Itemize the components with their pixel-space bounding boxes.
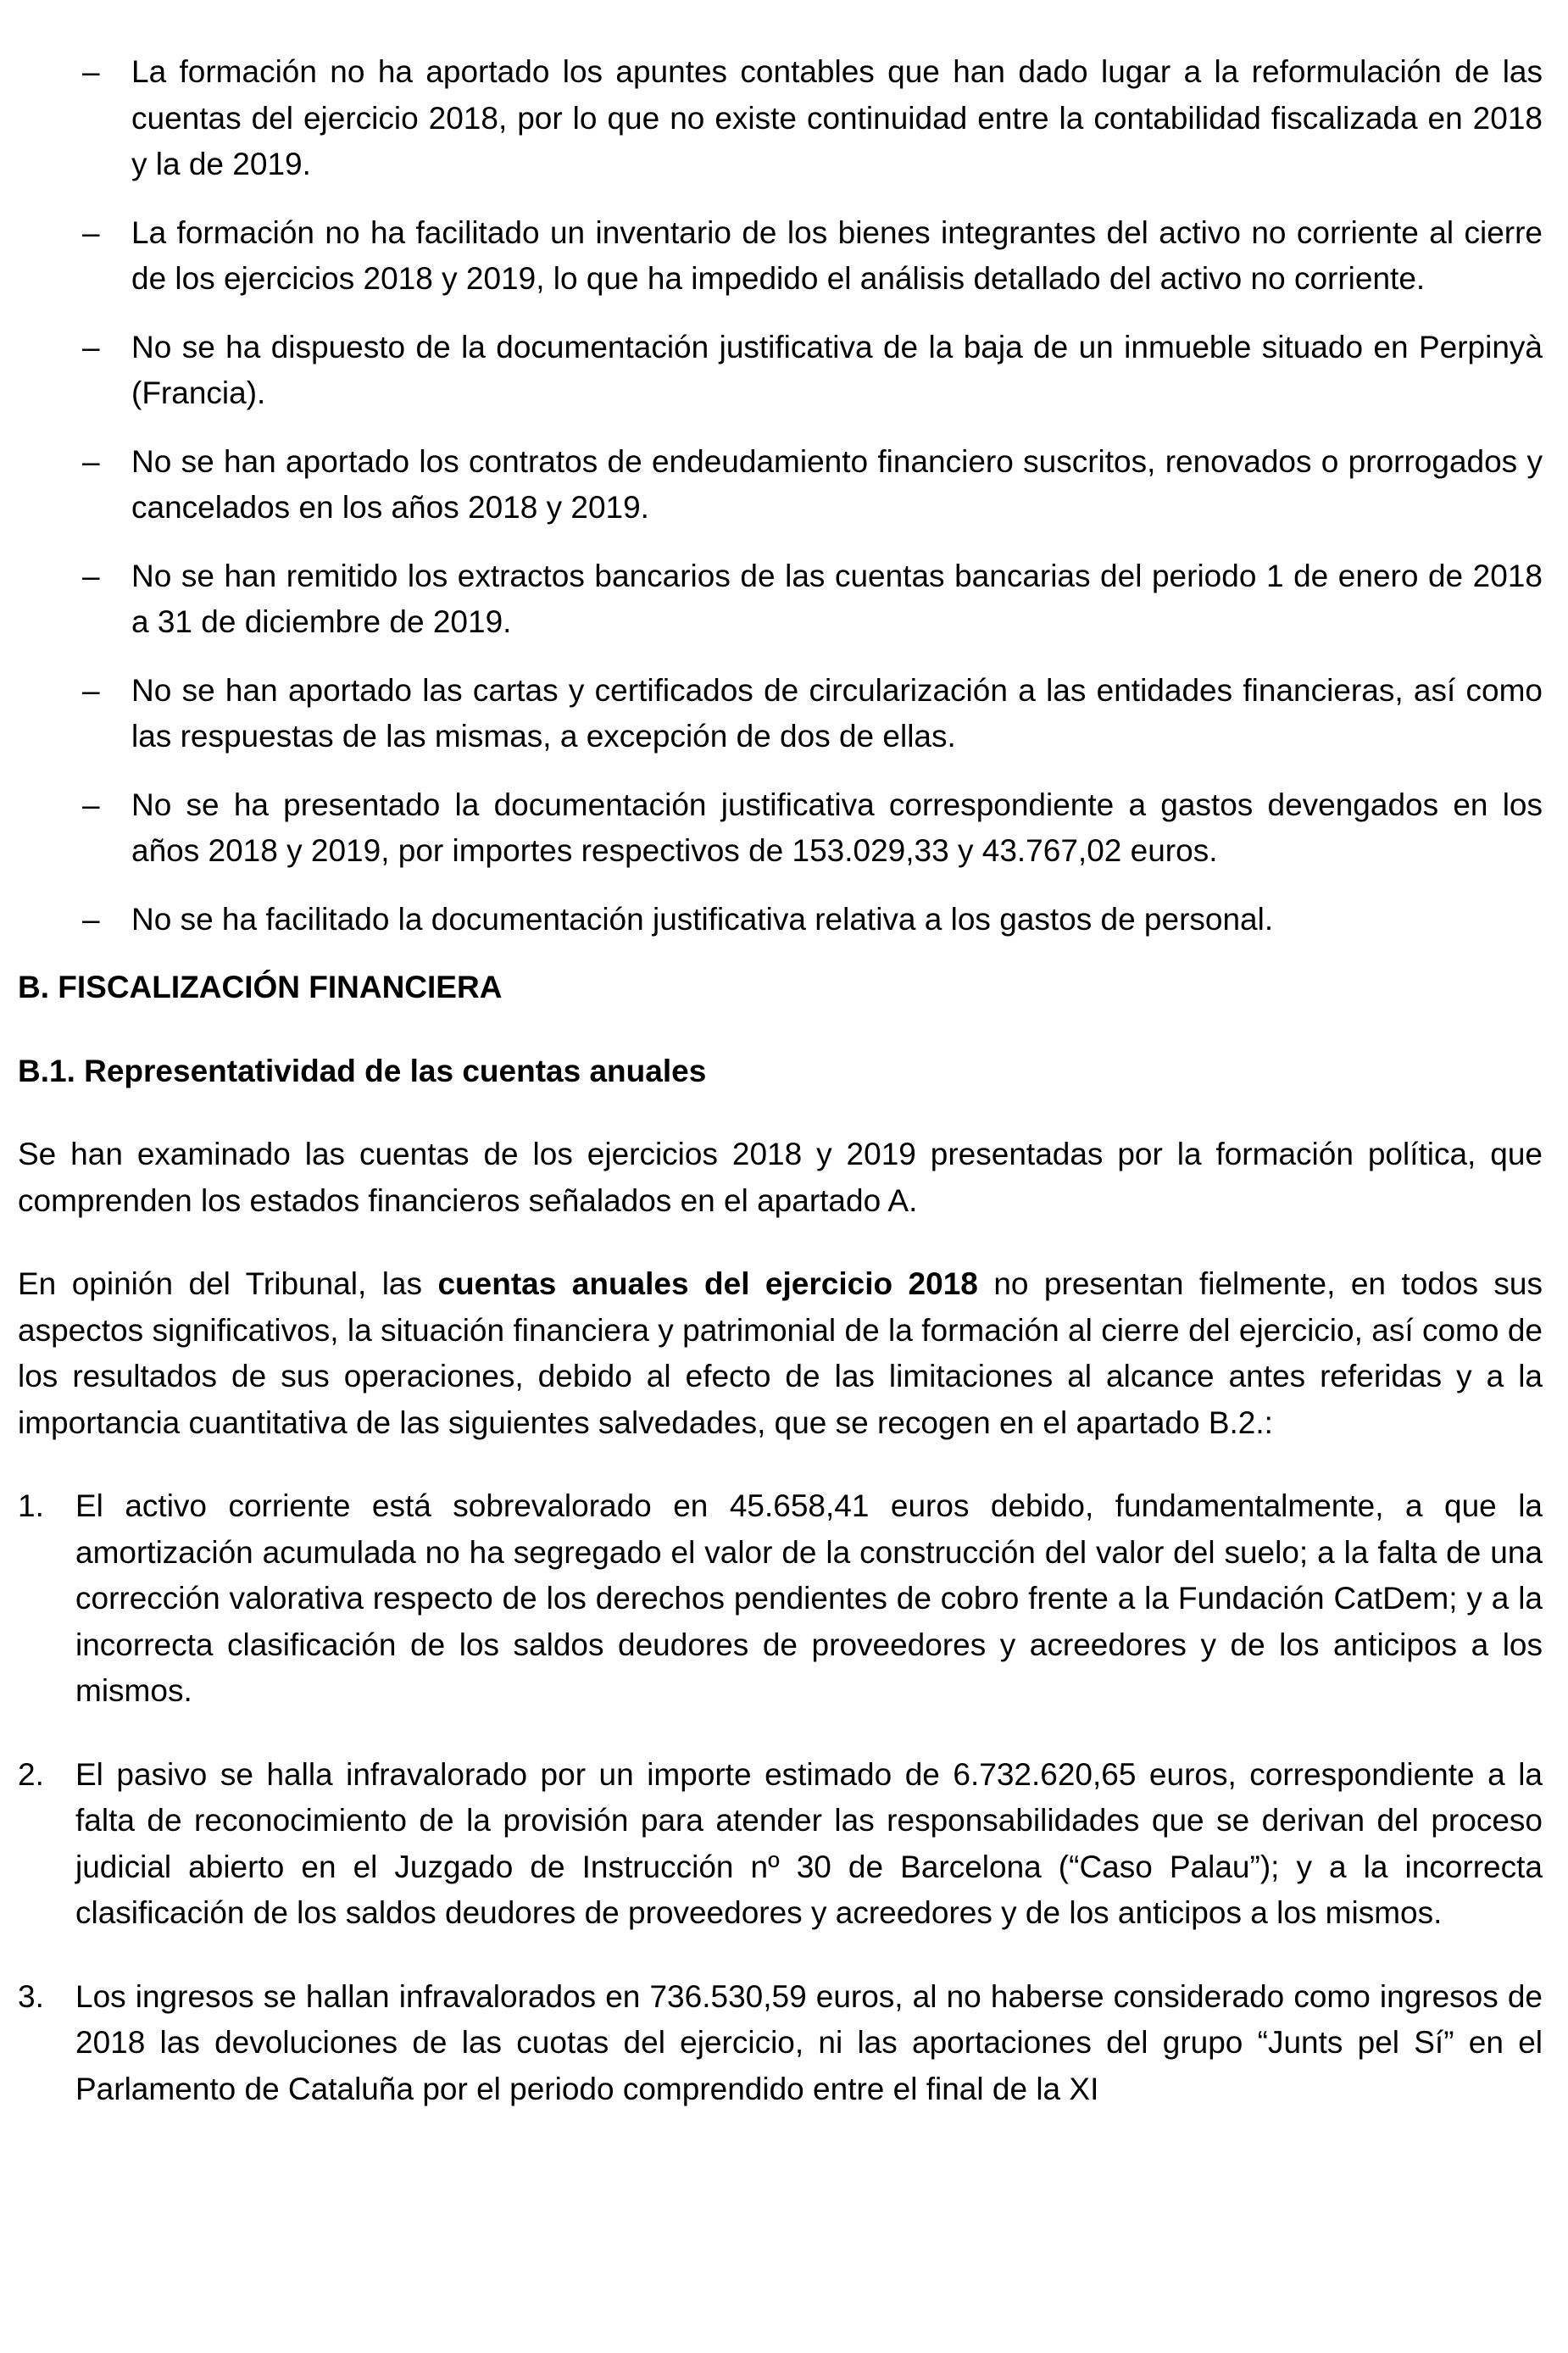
item-number: 3. bbox=[18, 1978, 44, 2014]
list-item-text: No se ha presentado la documentación justificativa correspondiente a gastos devengados en los años 2018 y 2019, por importes respectivos de 153.029,33 y 43.767,02 euros. bbox=[131, 787, 1543, 868]
list-item bbox=[18, 210, 1543, 303]
dash-bullet-icon: – bbox=[82, 214, 100, 250]
list-item-text: No se ha dispuesto de la documentación justificativa de la baja de un inmueble situado en Perpinyà (Francia). bbox=[131, 329, 1543, 410]
dash-bullet-icon: – bbox=[82, 787, 100, 822]
limitations-list bbox=[18, 49, 1543, 943]
list-item bbox=[18, 897, 1543, 943]
numbered-item bbox=[18, 1752, 1543, 1937]
list-item bbox=[18, 553, 1543, 646]
list-item bbox=[18, 325, 1543, 417]
item-number: 2. bbox=[18, 1756, 44, 1792]
numbered-item bbox=[18, 1974, 1543, 2113]
text: no presentan fielmente, en todos sus aspectos significativos, la situación financiera y patrimonial de la formación al cierre del ejercicio, así como de los resultados de sus operaciones, debido al efecto de las limitaciones al alcance antes referidas y a la importancia cuantitativa de las siguientes salvedades, que se recogen en el apartado B.2.: bbox=[18, 1266, 1543, 1440]
item-text: Los ingresos se hallan infravalorados en 736.530,59 euros, al no haberse considerado como ingresos de 2018 las devoluciones de las cuotas del ejercicio, ni las aportaciones del grupo “Junts pel Sí” en el Parlamento de Cataluña por el periodo comprendido entre el final de la XI bbox=[75, 1978, 1543, 2106]
dash-bullet-icon: – bbox=[82, 329, 100, 364]
list-item-text: No se ha facilitado la documentación justificativa relativa a los gastos de personal. bbox=[131, 901, 1274, 937]
list-item bbox=[18, 782, 1543, 875]
subsection-heading: B.1. Representatividad de las cuentas anuales bbox=[18, 1053, 707, 1088]
dash-bullet-icon: – bbox=[82, 672, 100, 708]
list-item-text: La formación no ha aportado los apuntes contables que han dado lugar a la reformulación de las cuentas del ejercicio 2018, por lo que no existe continuidad entre la contabilidad fiscalizada en 2018 y la de 2019. bbox=[131, 54, 1543, 181]
paragraph: Se han examinado las cuentas de los ejercicios 2018 y 2019 presentadas por la formación política, que comprenden los estados financieros señalados en el apartado A. bbox=[18, 1137, 1543, 1218]
list-item bbox=[18, 439, 1543, 531]
dash-bullet-icon: – bbox=[82, 54, 100, 89]
section-heading: B. FISCALIZACIÓN FINANCIERA bbox=[18, 970, 503, 1004]
opinion-paragraph bbox=[18, 1261, 1543, 1446]
list-item-text: No se han remitido los extractos bancarios de las cuentas bancarias del periodo 1 de enero de 2018 a 31 de diciembre de 2019. bbox=[131, 558, 1543, 639]
numbered-item bbox=[18, 1483, 1543, 1715]
list-item bbox=[18, 49, 1543, 188]
list-item bbox=[18, 668, 1543, 760]
bold-text: cuentas anuales del ejercicio 2018 bbox=[437, 1266, 978, 1301]
dash-bullet-icon: – bbox=[82, 901, 100, 937]
dash-bullet-icon: – bbox=[82, 443, 100, 479]
dash-bullet-icon: – bbox=[82, 558, 100, 593]
item-text: El pasivo se halla infravalorado por un importe estimado de 6.732.620,65 euros, correspondiente a la falta de reconocimiento de la provisión para atender las responsabilidades que se derivan del proceso judicial abierto en el Juzgado de Instrucción nº 30 de Barcelona (“Caso Palau”); y a la incorrecta clasificación de los saldos deudores de proveedores y acreedores y de los anticipos a los mismos. bbox=[75, 1756, 1543, 1930]
qualifications-list bbox=[18, 1483, 1543, 2112]
text: En opinión del Tribunal, las bbox=[18, 1266, 438, 1301]
list-item-text: No se han aportado las cartas y certificados de circularización a las entidades financieras, así como las respuestas de las mismas, a excepción de dos de ellas. bbox=[131, 672, 1543, 754]
document-page bbox=[18, 49, 1543, 2150]
item-text: El activo corriente está sobrevalorado en 45.658,41 euros debido, fundamentalmente, a que la amortización acumulada no ha segregado el valor de la construcción del valor del suelo; a la falta de una corrección valorativa respecto de los derechos pendientes de cobro frente a la Fundación CatDem; y a la incorrecta clasificación de los saldos deudores de proveedores y acreedores y de los anticipos a los mismos. bbox=[75, 1488, 1543, 1708]
item-number: 1. bbox=[18, 1488, 44, 1523]
list-item-text: La formación no ha facilitado un inventario de los bienes integrantes del activo no corriente al cierre de los ejercicios 2018 y 2019, lo que ha impedido el análisis detallado del activo no corriente. bbox=[131, 214, 1543, 296]
list-item-text: No se han aportado los contratos de endeudamiento financiero suscritos, renovados o prorrogados y cancelados en los años 2018 y 2019. bbox=[131, 443, 1543, 525]
